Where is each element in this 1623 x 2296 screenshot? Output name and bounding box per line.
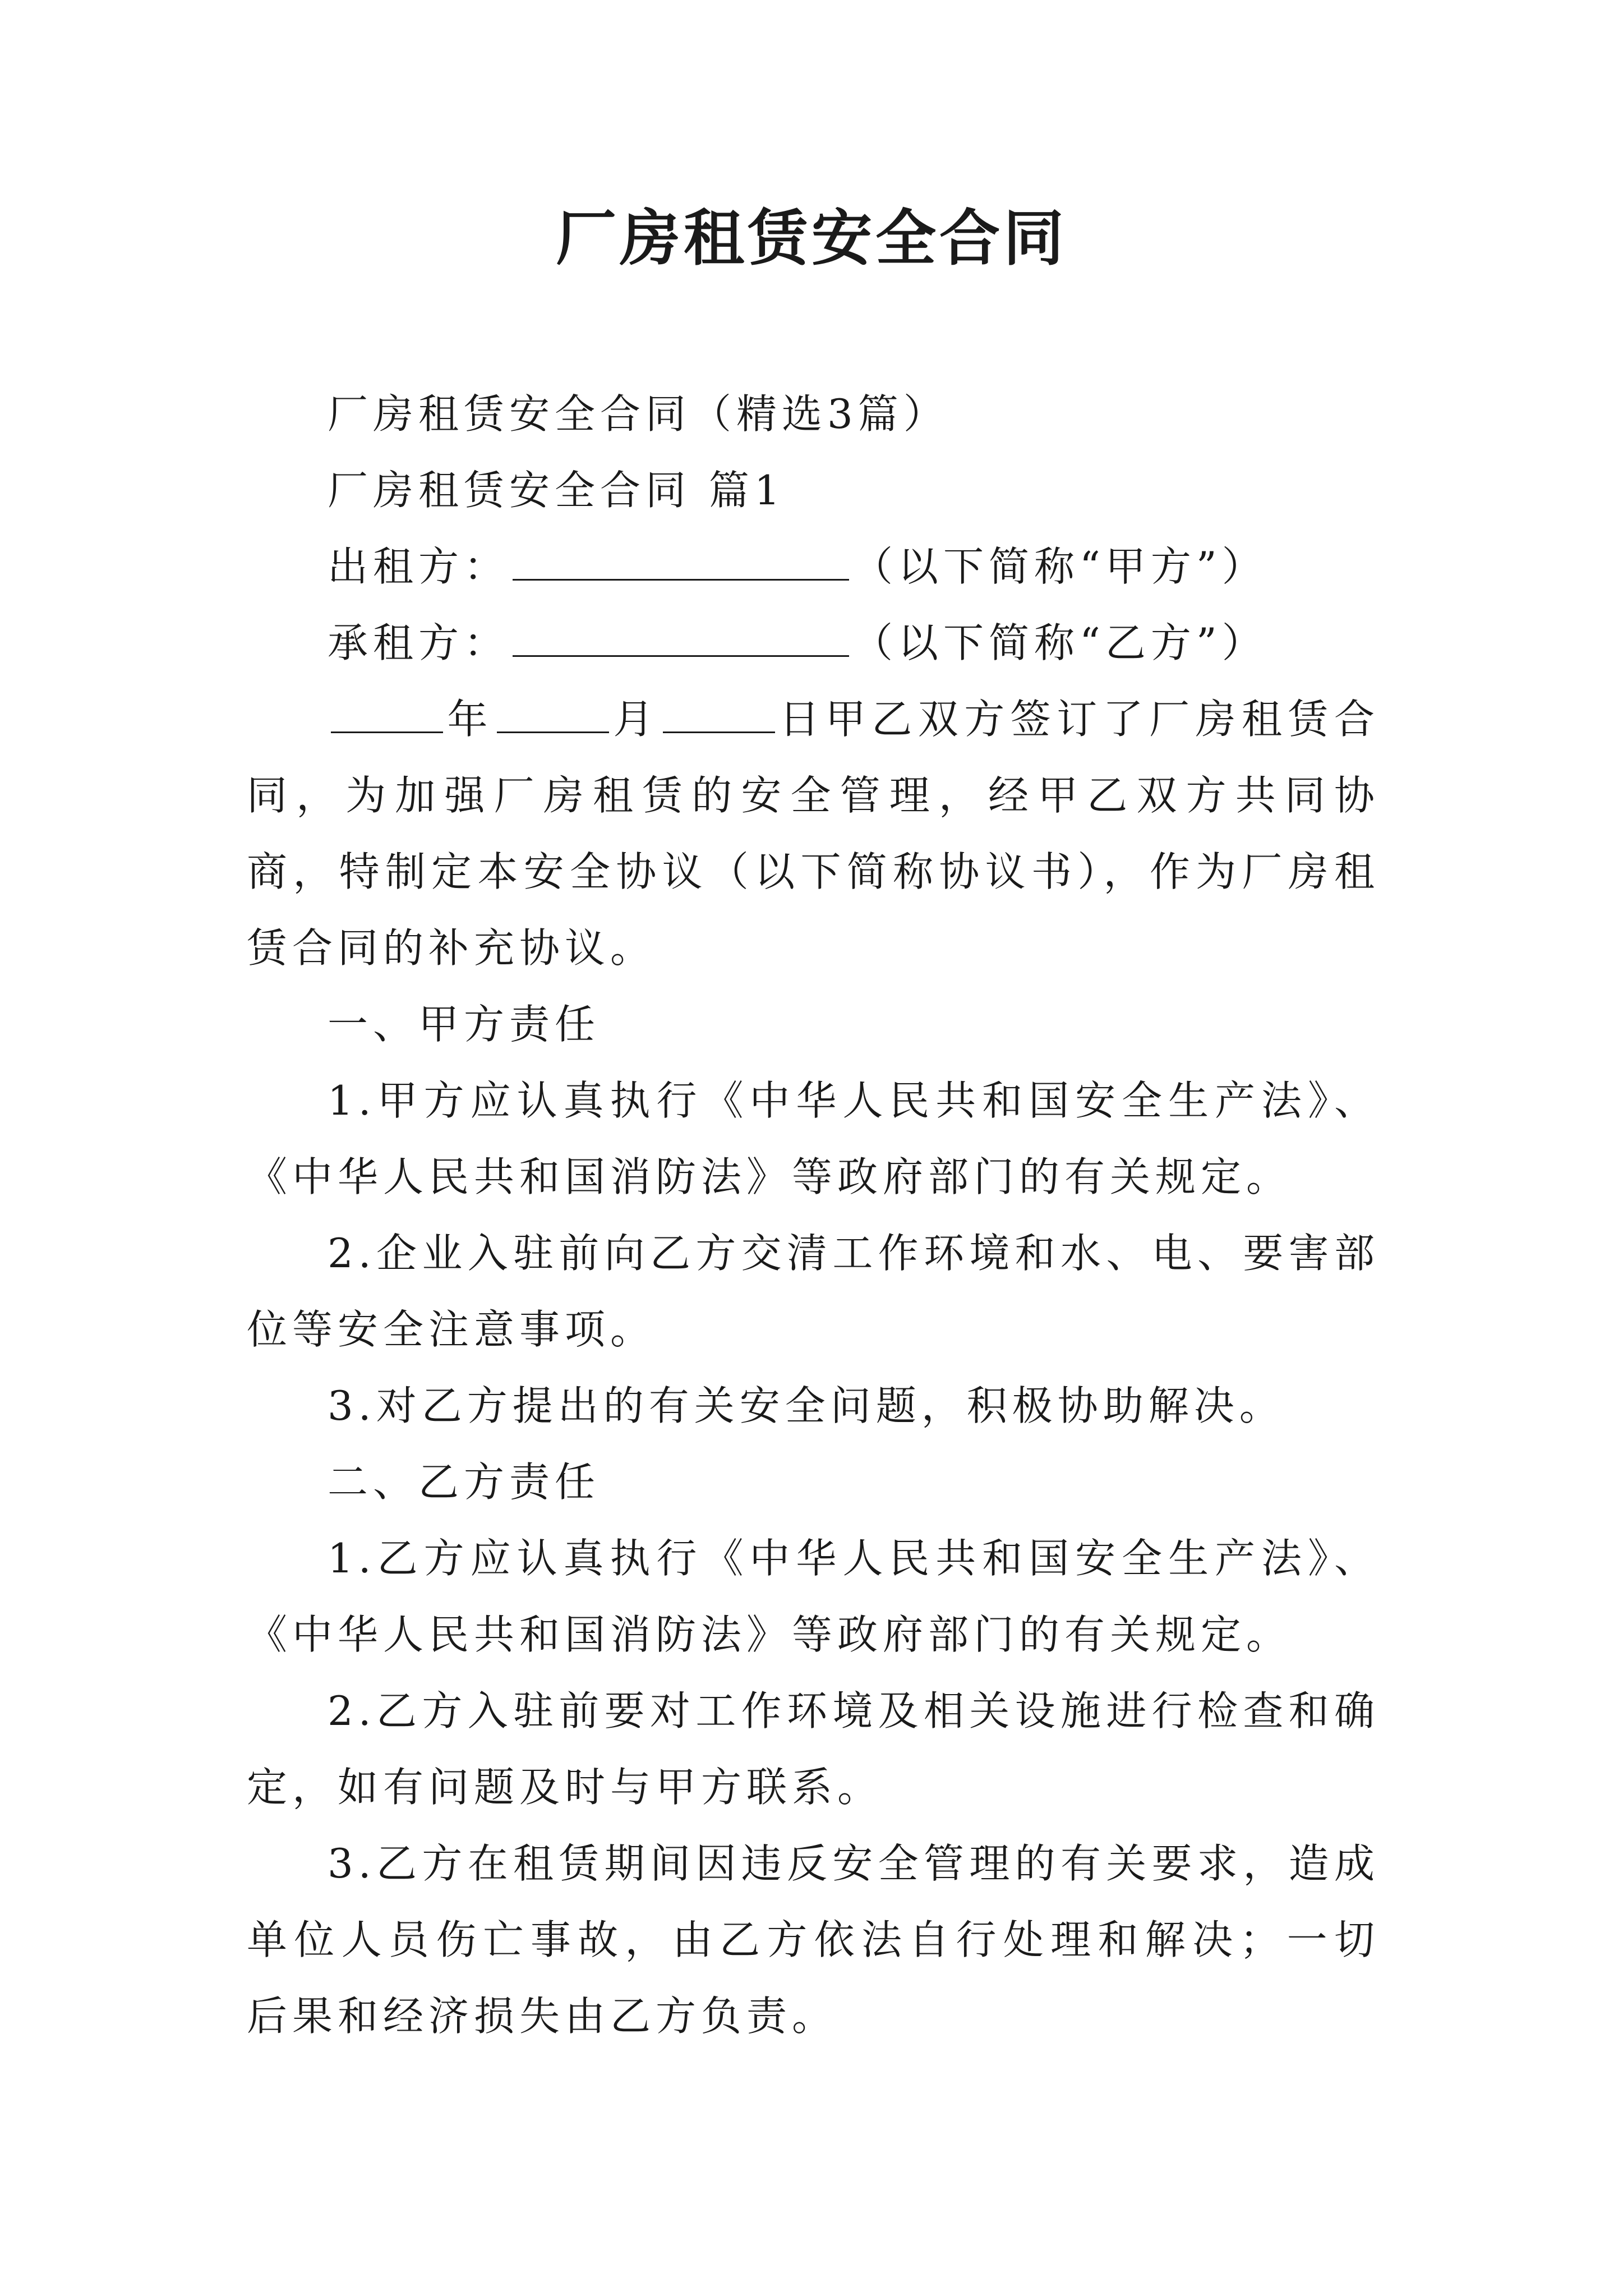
intro-paragraph [247, 681, 1380, 986]
lessor-suffix: （以下简称“甲方”） [852, 543, 1267, 590]
lessor-line [247, 528, 1380, 605]
party-a-item-1: 1.甲方应认真执行《中华人民共和国安全生产法》、《中华人民共和国消防法》等政府部门的有关规定。 [247, 1077, 1380, 1200]
party-b-item-2: 2.乙方入驻前要对工作环境及相关设施进行检查和确定，如有问题及时与甲方联系。 [247, 1687, 1380, 1811]
party-a-item-2: 2.企业入驻前向乙方交清工作环境和水、电、要害部位等安全注意事项。 [247, 1230, 1380, 1353]
lessor-blank [513, 534, 849, 581]
month-blank [497, 687, 609, 733]
party-b-item-3: 3.乙方在租赁期间因违反安全管理的有关要求，造成单位人员伤亡事故，由乙方依法自行处理和解决；一切后果和经济损失由乙方负责。 [247, 1840, 1380, 2040]
party-a-item-3: 3.对乙方提出的有关安全问题，积极协助解决。 [328, 1382, 1285, 1429]
lessee-line [247, 605, 1380, 681]
lessee-suffix: （以下简称“乙方”） [852, 619, 1267, 666]
day-blank [663, 687, 775, 733]
document-body [247, 376, 1380, 2054]
lessee-label: 承租方： [328, 619, 510, 666]
section-heading: 厂房租赁安全合同 篇1 [328, 467, 785, 514]
party-b-heading: 二、乙方责任 [328, 1458, 601, 1506]
date-month: 月 [612, 696, 660, 743]
document-subtitle: 厂房租赁安全合同（精选3篇） [328, 390, 949, 438]
party-b-item-1: 1.乙方应认真执行《中华人民共和国安全生产法》、《中华人民共和国消防法》等政府部门的有关规定。 [247, 1535, 1380, 1658]
party-a-heading: 一、甲方责任 [328, 1001, 601, 1048]
lessee-blank [513, 610, 849, 657]
document-title: 厂房租赁安全合同 [555, 203, 1067, 274]
year-blank [331, 687, 443, 733]
intro-text: 日甲乙双方签订了厂房租赁合同，为加强厂房租赁的安全管理，经甲乙双方共同协商，特制定本安全协议（以下简称协议书），作为厂房租赁合同的补充协议。 [247, 696, 1380, 972]
lessor-label: 出租方： [328, 543, 510, 590]
date-year: 年 [446, 696, 494, 743]
